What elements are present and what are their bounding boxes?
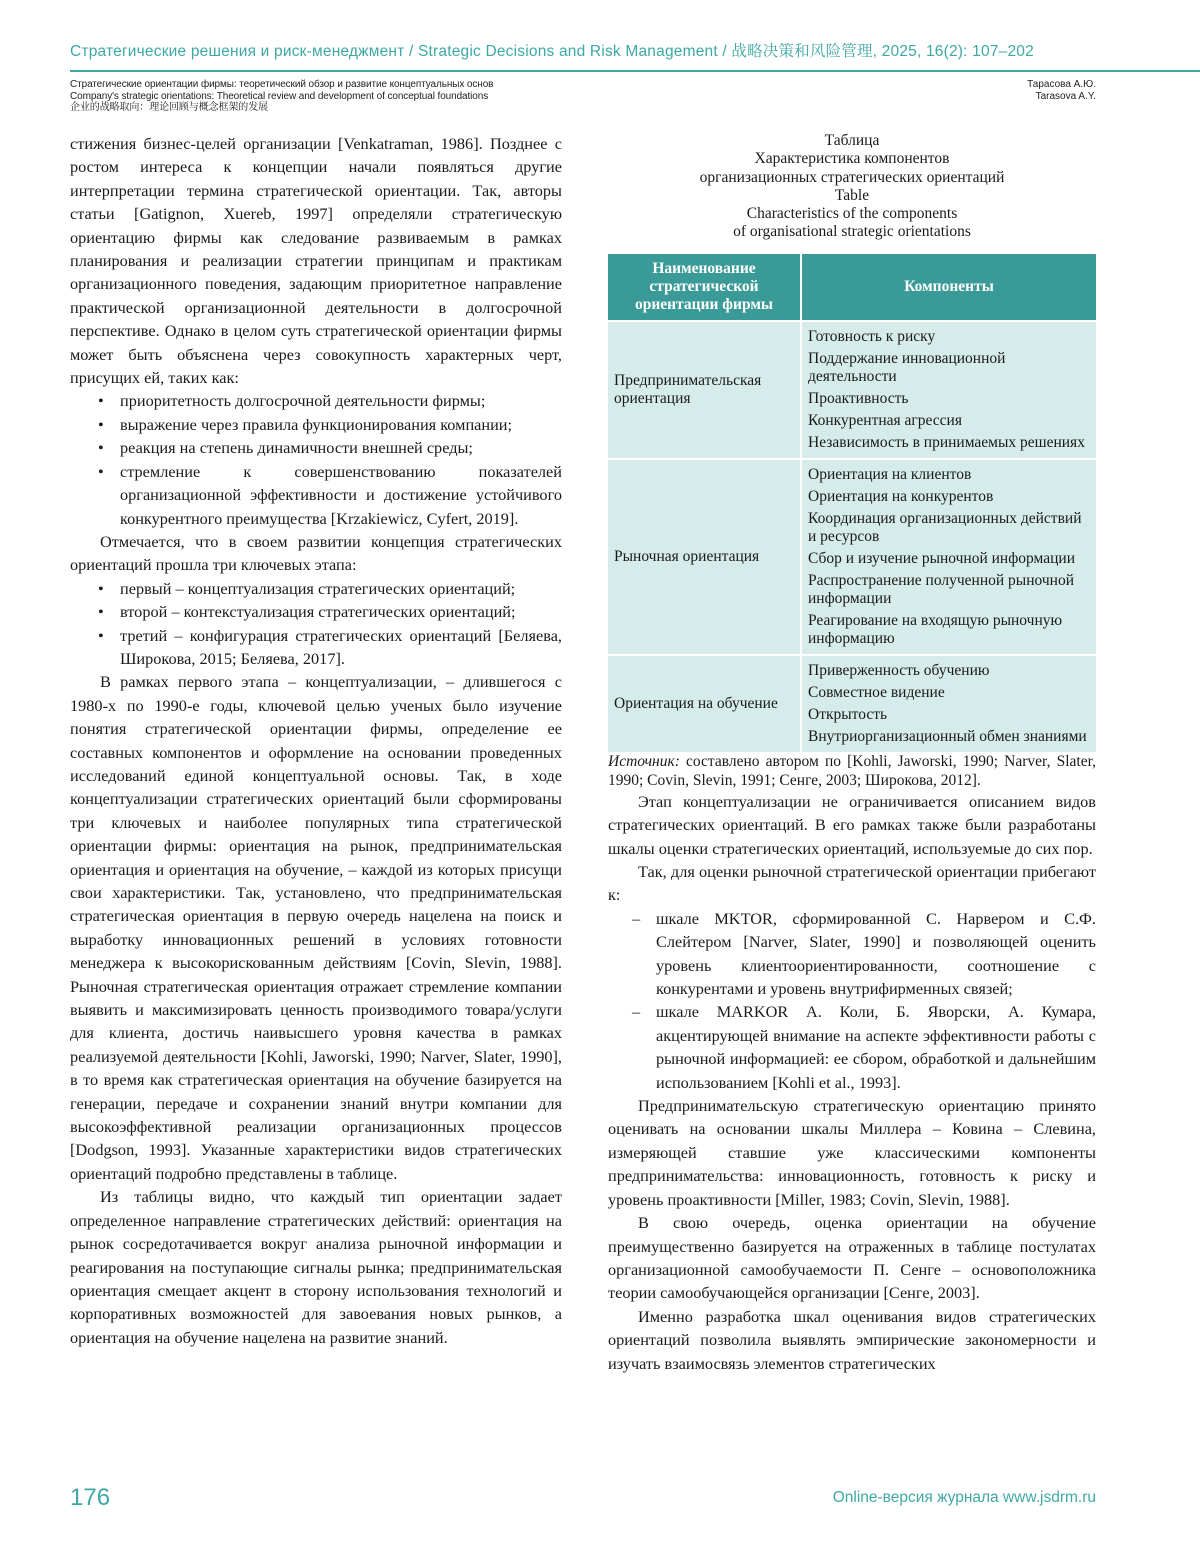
orientation-name: Ориентация на обучение (608, 655, 801, 752)
source-label: Источник: (608, 752, 680, 770)
paragraph: Отмечается, что в своем развитии концепция стратегических ориентаций прошла три ключевых этапа: (70, 531, 562, 575)
list-item: – шкале MARKOR А. Коли, Б. Яворски, А. Кумара, акцентирующей внимание на аспекте эффективности работы с рыночной информацией: ее сбором, обработкой и дальнейшим использованием [Kohli et al., 1993]. (608, 1000, 1096, 1094)
journal-header: Стратегические решения и риск-менеджмент / Strategic Decisions and Risk Management / 战略决策和风险管理, 2025, 16(2): 107–202 (70, 43, 1034, 60)
components-cell (801, 459, 1096, 655)
author-en: Tarasova A.Y. (1035, 90, 1096, 102)
list-item: • второй – контекстуализация стратегических ориентаций; (70, 600, 562, 623)
components-cell (801, 655, 1096, 752)
paragraph: Предпринимательскую стратегическую ориентацию принято оценивать на основании шкалы Миллера – Ковина – Слевина, измеряющей ставшие уже классическими компоненты предпринимательства: инновационность, готовность к риску и уровень проактивности [Miller, 1983; Covin, Slevin, 1988]. (608, 1096, 1096, 1209)
component-item: Приверженность обучению (808, 661, 990, 679)
component-item: Ориентация на клиентов (808, 465, 972, 483)
page-number: 176 (70, 1484, 111, 1511)
column-header-name: Наименование стратегической ориентации фирмы (608, 254, 801, 321)
component-item: Совместное видение (808, 683, 945, 701)
dash-list (608, 907, 1096, 1094)
table-row (608, 655, 1096, 752)
component-item: Сбор и изучение рыночной информации (808, 549, 1076, 567)
paragraph: В рамках первого этапа – концептуализации, – длившегося с 1980-х по 1990-е годы, ключевой целью ученых было изучение понятия стратегической ориентации фирмы, определение ее составных компонентов и оформление на основании проведенных исследований единой концептуальной основы. Так, в ходе концептуализации стратегических ориентаций были сформированы три ключевых и наиболее популярных типа стратегической ориентации фирмы: ориентация на рынок, предпринимательская ориентация и ориентация на обучение, – каждой из которых присущи свои характеристики. Так, установлено, что предпринимательская стратегическая ориентация в первую очередь нацелена на поиск и выработку инновационных решений в условиях готовности менеджера к высокорискованным действиям [Covin, Slevin, 1988]. Рыночная стратегическая ориентация отражает стремление компании выявить и максимизировать ценность производимого товара/услуги для клиента, достичь наивысшего уровня качества в рамках реализуемой деятельности [Kohli, Jaworski, 1990; Narver, Slater, 1990], в то время как стратегическая ориентация на обучение базируется на генерации, передаче и сохранении знаний внутри компании для высокоэффективной реализации организационных процессов [Dodgson, 1993]. Указанные характеристики видов стратегических ориентаций подробно представлены в таблице. (70, 672, 562, 1183)
table-caption (608, 132, 1096, 242)
article-title-block (70, 79, 493, 114)
table-row (608, 321, 1096, 459)
left-column (70, 132, 562, 1349)
component-item: Ориентация на конкурентов (808, 487, 994, 505)
orientation-name: Предпринимательская ориентация (608, 321, 801, 459)
caption-line: of organisational strategic orientations (733, 223, 971, 241)
paragraph: Так, для оценки рыночной стратегической ориентации прибегают к: (608, 862, 1096, 905)
component-item: Внутриорганизационный обмен знаниями (808, 727, 1087, 745)
header-divider (70, 70, 1200, 72)
source-text: составлено автором по [Kohli, Jaworski, 1990; Narver, Slater, 1990; Covin, Slevin, 1991; Сенге, 2003; Широкова, 2012]. (608, 752, 1096, 789)
component-item: Открытость (808, 705, 888, 723)
paragraph: Из таблицы видно, что каждый тип ориентации задает определенное направление стратегических действий: ориентация на рынок сосредотачивается вокруг анализа рыночной информации и реагирования на поступающие сигналы рынка; предпринимательская ориентация смещает акцент в сторону использования технологий и корпоративных возможностей для завоевания новых рынков, а ориентация на обучение нацелена на развитие знаний. (70, 1187, 562, 1347)
paragraph: В свою очередь, оценка ориентации на обучение преимущественно базируется на отраженных в таблице постулатах организационной самообучаемости П. Сенге – основоположника теории самообучающейся организации [Сенге, 2003]. (608, 1213, 1096, 1303)
components-cell (801, 321, 1096, 459)
column-header-components: Компоненты (801, 254, 1096, 321)
orientation-name: Рыночная ориентация (608, 459, 801, 655)
paragraph: стижения бизнес-целей организации [Venkatraman, 1986]. Позднее с ростом интереса к концепции начали появляться другие интерпретации термина стратегической ориентации. Так, авторы статьи [Gatignon, Xuereb, 1997] определяли стратегическую ориентацию фирмы как следование развиваемым в рамках планирования и реализации стратегии принципам и практикам организационного поведения, задающим приоритетное направление практической организационной деятельности в долгосрочной перспективе. Однако в целом суть стратегической ориентации фирмы может быть объяснена через совокупность характерных черт, присущих ей, таких как: (70, 134, 562, 388)
component-item: Координация организационных действий и ресурсов (808, 509, 1082, 545)
caption-line: Характеристика компонентов (754, 150, 950, 168)
list-item: • приоритетность долгосрочной деятельности фирмы; (70, 389, 562, 412)
component-item: Готовность к риску (808, 327, 936, 345)
list-item: • выражение через правила функционирования компании; (70, 413, 562, 436)
list-item: • первый – концептуализация стратегических ориентаций; (70, 577, 562, 600)
caption-line: Characteristics of the components (746, 205, 958, 223)
author-block (1027, 79, 1096, 102)
caption-line: Таблица (824, 132, 880, 149)
component-item: Поддержание инновационной деятельности (808, 349, 1006, 385)
caption-line: организационных стратегических ориентаций (699, 168, 1005, 186)
article-title-zh: 企业的战略取向：理论回顾与概念框架的发展 (70, 102, 268, 113)
list-item: – шкале MKTOR, сформированной С. Нарвером и С.Ф. Слейтером [Narver, Slater, 1990] и позволяющей оценить уровень клиентоориентированности, соотношение с конкурентами и уровень внутрифирменных связей; (608, 907, 1096, 1001)
paragraph: Именно разработка шкал оценивания видов стратегических ориентаций позволила выявлять эмпирические закономерности и изучать взаимосвязь элементов стратегических (608, 1306, 1096, 1373)
list-item: • стремление к совершенствованию показателей организационной эффективности и достижение устойчивого конкурентного преимущества [Krzakiewicz, Cyfert, 2019]. (70, 460, 562, 530)
table-source-note (608, 752, 1096, 790)
table-header-row (608, 254, 1096, 321)
component-item: Проактивность (808, 389, 909, 407)
component-item: Независимость в принимаемых решениях (808, 433, 1085, 451)
bullet-list (70, 577, 562, 671)
article-title-ru: Стратегические ориентации фирмы: теоретический обзор и развитие концептуальных основ (70, 79, 494, 90)
caption-line: Table (834, 186, 870, 204)
component-item: Распространение полученной рыночной информации (808, 571, 1075, 607)
list-item: • реакция на степень динамичности внешней среды; (70, 436, 562, 459)
right-column (608, 132, 1096, 1375)
article-title-en: Company's strategic orientations: Theoretical review and development of conceptual foundations (70, 90, 489, 102)
list-item: • третий – конфигурация стратегических ориентаций [Беляева, Широкова, 2015; Беляева, 2017]. (70, 624, 562, 671)
author-ru: Тарасова А.Ю. (1027, 79, 1096, 90)
table-row (608, 459, 1096, 655)
component-item: Конкурентная агрессия (808, 411, 962, 429)
component-item: Реагирование на входящую рыночную информацию (808, 611, 1063, 647)
bullet-list (70, 389, 562, 529)
components-table (608, 254, 1096, 752)
journal-website-link[interactable]: Online-версия журнала www.jsdrm.ru (832, 1489, 1096, 1506)
paragraph: Этап концептуализации не ограничивается описанием видов стратегических ориентаций. В его рамках также были разработаны шкалы оценки стратегических ориентаций, используемые до сих пор. (608, 791, 1096, 858)
